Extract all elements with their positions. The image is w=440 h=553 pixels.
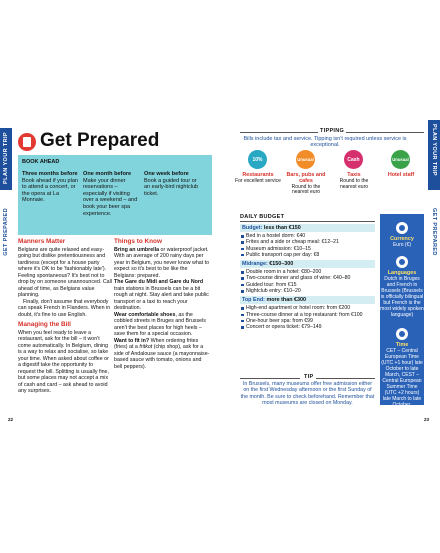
tip-badge-bars: Unusual	[296, 150, 315, 169]
bill-paragraph: When you feel ready to leave a restaurant, ask for the bill – it won't come automatically. In Belgium, dining is a way to relax and socialise, so take your time. When asked about coffee or a digestif take the opportunity to request the bill. Splitting is usually fine, but some places may not accept a mix of cash and card – ask ahead to avoid any surprises.	[18, 329, 109, 394]
page-number: 22	[8, 417, 14, 422]
list-item: Concert or opera ticket: €79–149	[240, 324, 375, 330]
divider	[240, 132, 318, 133]
things-item	[114, 338, 210, 371]
budget-tier	[240, 296, 375, 304]
info-text: Dutch in Bruges and French in Brussels (Brussels is officially bilingual but French is the most widely spoken language)	[380, 276, 424, 318]
tip-title: Taxis	[347, 172, 361, 178]
things-heading: Things to Know	[114, 238, 162, 245]
book-ahead-col-body: Book ahead if you plan to attend a concert, or the opera at La Monnaie.	[22, 177, 78, 204]
museum-tip: In Brussels, many museums offer free admission either on the first Wednesday afternoon or the first Sunday of the month. Be sure to check beforehand. Remember that most museums are closed on Monday.	[240, 381, 375, 406]
budget-tier	[240, 260, 375, 268]
book-ahead-col-body: Make your dinner reservations – especially if visiting over a weekend – and book your beer spa experience.	[83, 177, 138, 217]
clock-icon	[396, 328, 408, 340]
book-ahead-box	[18, 155, 212, 235]
tip-desc: Round to the nearest euro	[291, 183, 321, 196]
list-item: Guided tour: from €15	[240, 282, 375, 288]
speech-bubble-icon	[396, 256, 408, 268]
list-item: High-end apartment or hotel room: from €200	[240, 305, 375, 311]
daily-budget	[240, 214, 375, 331]
things-item-bold: Want to fit in?	[114, 337, 150, 344]
checklist-icon	[18, 133, 36, 151]
tipping-label: TIPPING	[320, 128, 345, 134]
page-title: Get Prepared	[40, 130, 160, 151]
book-ahead-col-2	[83, 171, 141, 217]
book-ahead-col-head: Three months before	[22, 171, 78, 177]
list-item: Two-course dinner and glass of wine: €40–80	[240, 275, 375, 281]
divider	[240, 378, 300, 379]
tip-label: TIP	[304, 374, 314, 380]
side-section-label: GET PREPARED	[431, 208, 437, 256]
side-tab-label: PLAN YOUR TRIP	[3, 132, 9, 184]
list-item: Three-course dinner at a top restaurant: from €100	[240, 312, 375, 318]
info-box	[380, 214, 424, 408]
book-ahead-heading: BOOK AHEAD	[22, 159, 60, 165]
book-ahead-col-3	[144, 171, 202, 197]
divider	[346, 132, 424, 133]
book-ahead-col-head: One week before	[144, 171, 189, 177]
tip-taxis	[331, 173, 377, 190]
page-number: 23	[424, 417, 430, 422]
list-item: One-hour beer spa: from €99	[240, 318, 375, 324]
budget-title: DAILY BUDGET	[240, 214, 375, 222]
things-item-italic: fritkot	[139, 344, 153, 350]
tip-badge-taxis: Cash	[344, 150, 363, 169]
budget-tier	[240, 224, 375, 232]
bill-heading: Managing the Bill	[18, 321, 71, 328]
tip-desc: Round to the nearest euro	[339, 177, 369, 190]
book-ahead-col-1	[22, 171, 80, 204]
divider	[316, 378, 375, 379]
tip-bars	[283, 173, 329, 196]
tier-items	[240, 233, 375, 258]
things-item-text: or waterproof jacket. With an average of 200 rainy days per year in Belgium, you never know what to expect so it's best to be like the Belgians: prepared.	[114, 246, 210, 279]
right-page	[220, 124, 440, 426]
tier-label: Budget:	[242, 225, 263, 231]
list-item: Frites and a side or cheap meal: €12–21	[240, 239, 375, 245]
manners-paragraph: Belgians are quite relaxed and easy-going but dislike pretentiousness and tardiness (except for a house party where it's OK to be 'fashionably late'). Feeling spontaneous? It's best not to drop by on someone unannounced. Call ahead of time, as Belgians value planning.	[18, 246, 112, 298]
tip-desc: For excellent service	[235, 177, 281, 184]
tier-items	[240, 269, 375, 294]
info-title: Time	[395, 342, 409, 348]
tier-label: Midrange:	[242, 261, 268, 268]
tip-restaurants	[235, 173, 281, 185]
tip-badge-restaurants: 10%	[248, 150, 267, 169]
list-item: Museum admission: €10–15	[240, 246, 375, 252]
tier-items	[240, 305, 375, 330]
info-languages	[380, 256, 424, 318]
manners-heading: Manners Matter	[18, 238, 66, 245]
info-title: Currency	[390, 236, 414, 242]
tier-range: more than €300	[266, 297, 307, 304]
tier-label: Top End:	[242, 297, 265, 304]
currency-icon	[396, 222, 408, 234]
info-time	[380, 328, 424, 408]
book-ahead-col-head: One month before	[83, 171, 132, 177]
tip-title: Hotel staff	[387, 172, 415, 178]
tip-title: Restaurants	[242, 172, 274, 178]
things-item-bold: Bring an umbrella	[114, 246, 160, 253]
tier-range: less than €150	[263, 225, 301, 231]
side-section-label: GET PREPARED	[3, 208, 9, 256]
list-item: Bed in a hostel dorm: €40	[240, 233, 375, 239]
list-item: Nightclub entry: €10–20	[240, 288, 375, 294]
book-ahead-col-body: Book a guided tour or an early-bird nightclub ticket.	[144, 177, 199, 197]
tip-badge-hotel: Unusual	[391, 150, 410, 169]
manners-paragraph: Finally, don't assume that everybody can speak French in Flanders. When in doubt, it's fine to use English.	[18, 298, 111, 318]
things-item	[114, 312, 210, 338]
left-page	[0, 128, 220, 426]
things-item	[114, 247, 210, 280]
things-item-text: , as the cobbled streets in Bruges and Brussels aren't the best places for high heels – save them for a special occasion.	[114, 311, 206, 337]
things-item-text: (chip shop), ask for a side of Andalouse sauce (a mayonnaise-based sauce with tomato, onions and bell peppers).	[114, 344, 210, 370]
right-column	[114, 239, 210, 370]
info-text: Euro (€)	[392, 242, 412, 248]
side-tab-label: PLAN YOUR TRIP	[431, 124, 437, 176]
list-item: Double room in a hotel: €80–200	[240, 269, 375, 275]
left-column	[18, 239, 112, 395]
info-currency	[380, 222, 424, 248]
tip-title: Bars, pubs and cafes	[286, 172, 326, 184]
tier-range: €150–300	[269, 261, 294, 268]
things-item-bold: The Gare du Midi and Gare du Nord	[114, 279, 204, 285]
things-item-bold: Wear comfortable shoes	[114, 311, 176, 318]
info-title: Languages	[387, 270, 417, 276]
tipping-text: Bills include tax and service. Tipping isn't required unless service is exceptional.	[243, 136, 407, 148]
things-item-text: train stations in Brussels can be a bit rough at night. Stay alert and take public transport or a taxi to reach your destination.	[114, 285, 209, 311]
things-item	[114, 279, 210, 312]
things-item-text: When ordering frites (fries) at a	[114, 337, 199, 350]
tip-hotel	[378, 173, 424, 179]
list-item: Public transport cap per day: €8	[240, 252, 375, 258]
book-spread	[0, 124, 440, 426]
info-text: CET – Central European Time (UTC +1 hour) late October to late March, CEST – Central European Summer Time (UTC +2 hours) late March to late October.	[381, 348, 423, 408]
